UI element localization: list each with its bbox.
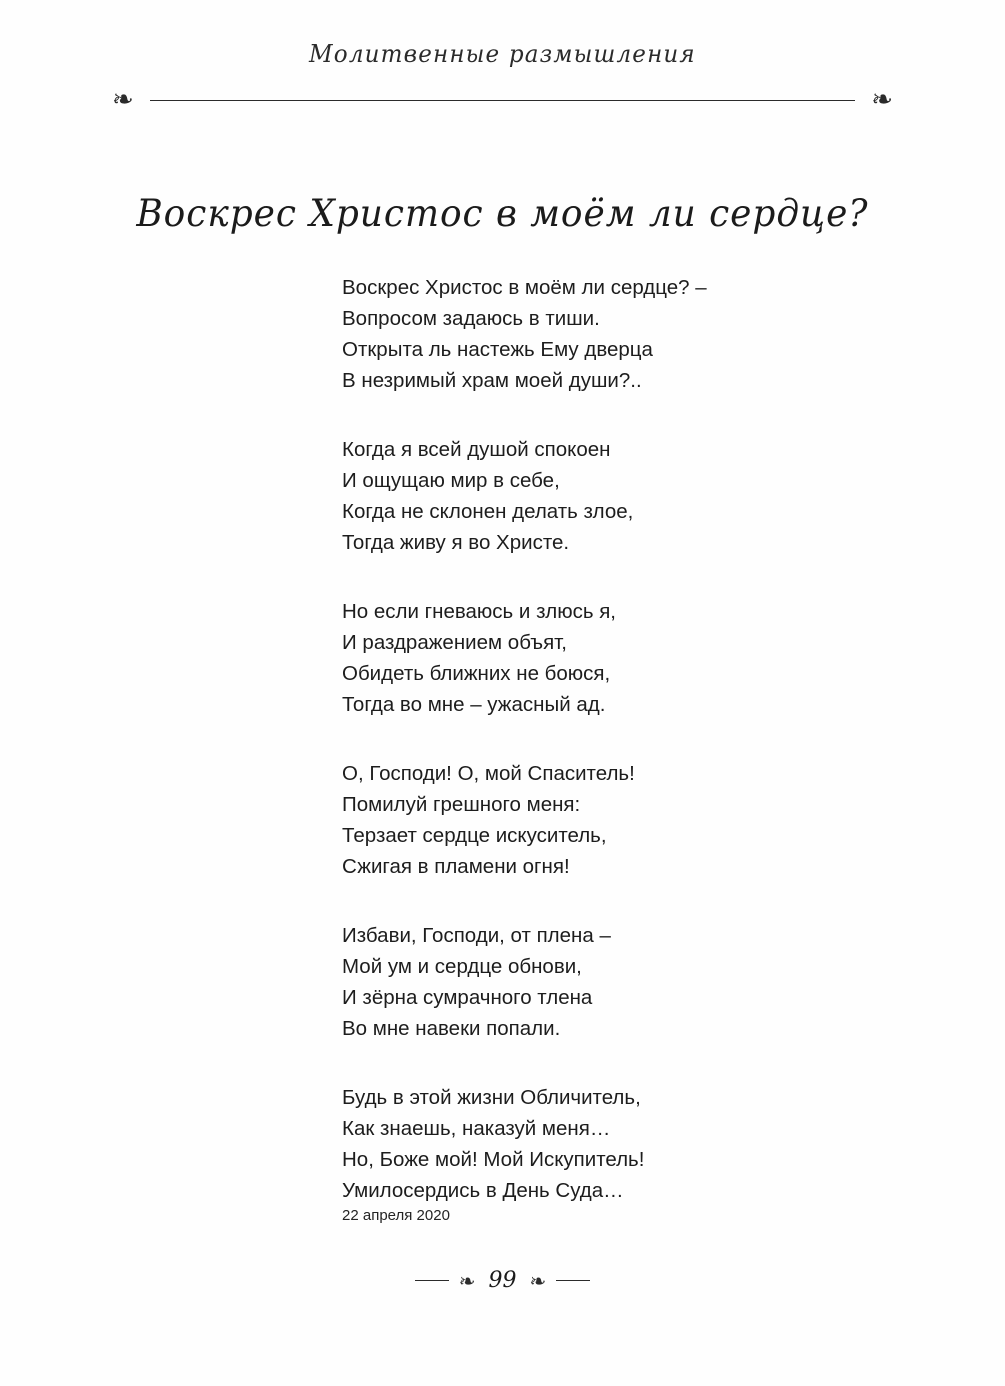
footer-dash-right <box>556 1280 590 1281</box>
flourish-left-icon: ❧ <box>112 85 134 115</box>
verse-line: Но если гневаюсь и злюсь я, <box>342 600 616 623</box>
verse-line: Как знаешь, наказуй меня… <box>342 1117 611 1140</box>
verse-line: Когда не склонен делать злое, <box>342 500 634 523</box>
running-head <box>0 40 1005 68</box>
stanza <box>342 596 862 720</box>
stanza <box>342 758 862 882</box>
verse-line: Во мне навеки попали. <box>342 1017 561 1040</box>
flourish-right-icon: ❧ <box>871 85 893 115</box>
verse-line: И зёрна сумрачного тлена <box>342 986 593 1009</box>
verse-line: О, Господи! О, мой Спаситель! <box>342 762 635 785</box>
verse-line: Тогда во мне – ужасный ад. <box>342 693 606 716</box>
footer-flourish-left-icon: ❧ <box>458 1268 476 1293</box>
stanza <box>342 272 862 396</box>
verse-line: И ощущаю мир в себе, <box>342 469 560 492</box>
footer-dash-left <box>415 1280 449 1281</box>
page-title <box>0 192 1005 235</box>
verse-line: Избави, Господи, от плена – <box>342 924 611 947</box>
verse-line: Помилуй грешного меня: <box>342 793 581 816</box>
verse-line: Открыта ль настежь Ему дверца <box>342 338 653 361</box>
verse-line: Когда я всей душой спокоен <box>342 438 611 461</box>
header-ornamental-rule <box>112 86 893 116</box>
verse-line: И раздражением объят, <box>342 631 567 654</box>
page-number: 99 <box>488 1268 517 1293</box>
running-head-text: Молитвенные размышления <box>309 40 696 68</box>
stanza <box>342 920 862 1044</box>
verse-line: Будь в этой жизни Обличитель, <box>342 1086 641 1109</box>
poem-title-text: Воскрес Христос в моём ли сердце? <box>136 192 869 235</box>
verse-line: В незримый храм моей души?.. <box>342 369 642 392</box>
verse-line: Но, Боже мой! Мой Искупитель! <box>342 1148 645 1171</box>
verse-line: Терзает сердце искуситель, <box>342 824 607 847</box>
verse-line: Мой ум и сердце обнови, <box>342 955 582 978</box>
poem-body <box>342 272 862 1206</box>
rule-line <box>150 100 855 101</box>
verse-line: Обидеть ближних не боюся, <box>342 662 611 685</box>
verse-line: Воскрес Христос в моём ли сердце? – <box>342 276 707 299</box>
verse-line: Сжигая в пламени огня! <box>342 855 570 878</box>
verse-line: Тогда живу я во Христе. <box>342 531 570 554</box>
verse-line: Умилосердись в День Суда… <box>342 1179 624 1202</box>
verse-line: Вопросом задаюсь в тиши. <box>342 307 600 330</box>
footer-flourish-right-icon: ❧ <box>529 1268 547 1293</box>
stanza <box>342 434 862 558</box>
poem-date: 22 апреля 2020 <box>342 1207 450 1224</box>
stanza <box>342 1082 862 1206</box>
page-footer <box>0 1268 1005 1308</box>
